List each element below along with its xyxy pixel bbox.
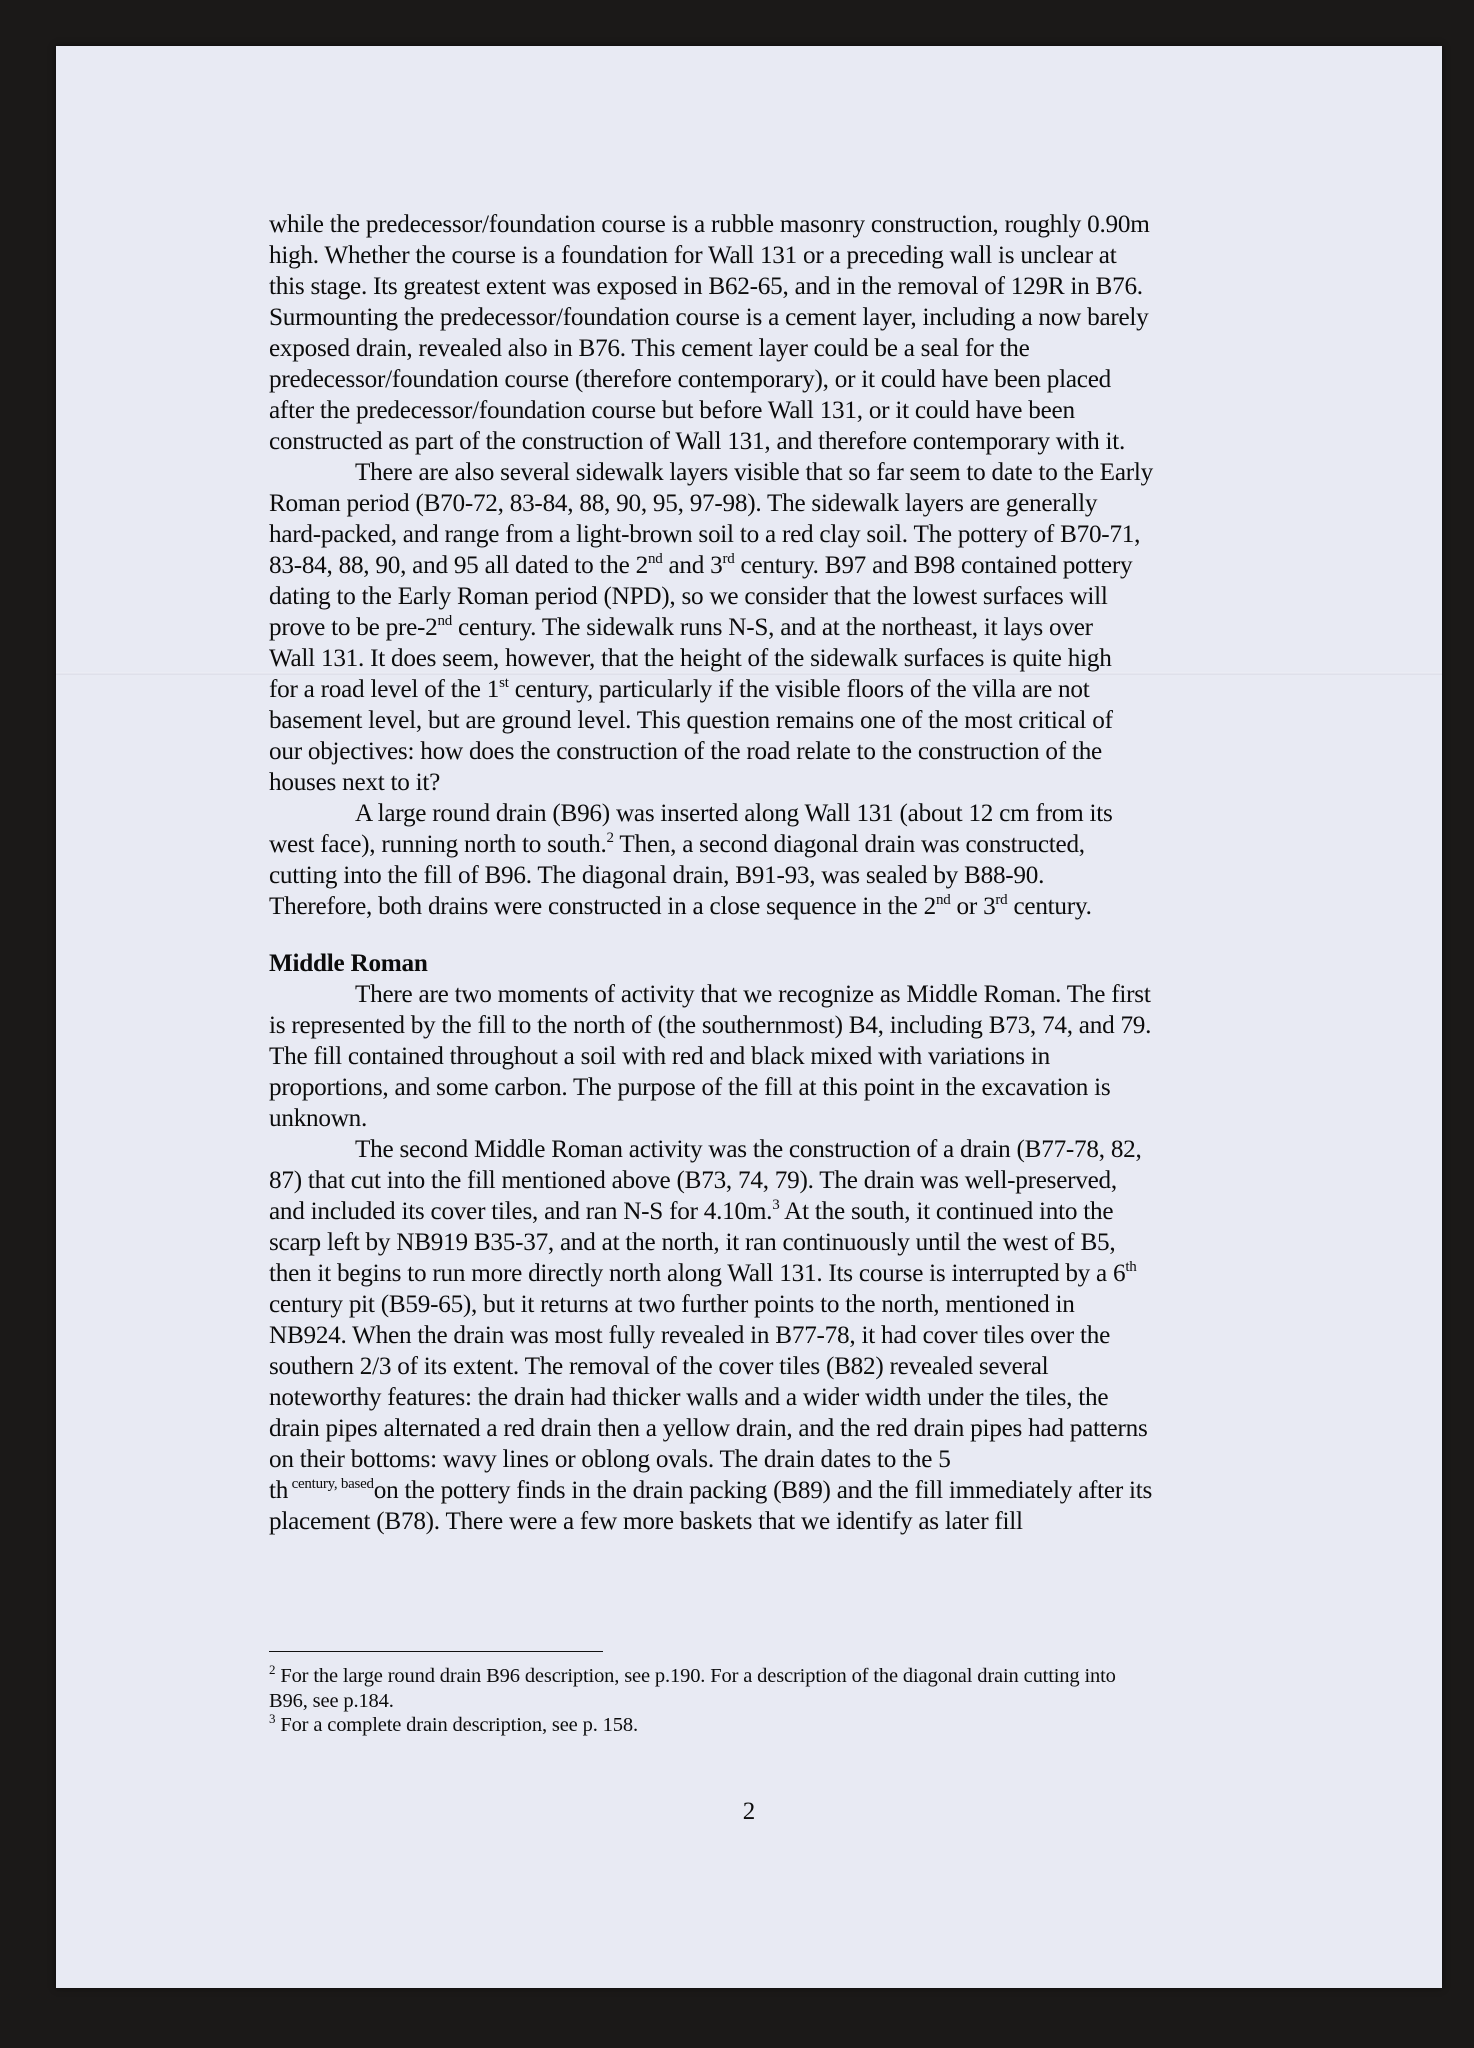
text-run: on the pottery finds in the drain packing (B89) and the fill immediately after its [373,1477,1153,1504]
text-line: century pit (B59-65), but it returns at two further points to the north, mentioned in [269,1291,1075,1318]
text-run: and included its cover tiles, and ran N-S for 4.10m. [269,1198,773,1225]
text-line: The second Middle Roman activity was the construction of a drain (B77-78, 82, [355,1136,1142,1163]
text-line: The fill contained throughout a soil with red and black mixed with variations in [269,1043,1050,1070]
superscript: rd [995,892,1008,908]
text-line [269,1475,1329,1506]
text-run: Therefore, both drains were constructed in a close sequence in the 2 [269,893,936,920]
text-line: placement (B78). There were a few more baskets that we identify as later fill [269,1508,1023,1535]
footnote-ref: 2 [606,830,614,846]
text-line [269,1196,1329,1227]
superscript: nd [936,892,951,908]
footnote-text: For a complete drain description, see p. 158. [275,1714,638,1736]
footnote-divider [269,1651,603,1652]
text-line: Wall 131. It does seem, however, that the height of the sidewalk surfaces is quite high [269,645,1112,672]
superscript: th [1125,1259,1137,1275]
text-line: A large round drain (B96) was inserted along Wall 131 (about 12 cm from its [355,800,1113,827]
text-line: high. Whether the course is a foundation for Wall 131 or a preceding wall is unclear at [269,242,1117,269]
text-run: or 3 [950,893,996,920]
text-run: west face), running north to south. [269,831,607,858]
text-run: century. [1007,893,1092,920]
text-run: for a road level of the 1 [269,676,500,703]
page-number: 2 [742,1798,756,1825]
footnote-ref: 3 [772,1197,780,1213]
superscript: st [499,675,509,691]
text-line [269,891,1329,922]
text-line [269,829,1329,860]
superscript: rd [722,551,735,567]
body-text [269,209,1329,1537]
text-line: NB924. When the drain was most fully revealed in B77-78, it had cover tiles over the [269,1322,1110,1349]
text-run: century. The sidewalk runs N-S, and at the northeast, it lays over [452,614,1093,641]
text-run: century. B97 and B98 contained pottery [734,552,1133,579]
footnote-mark: 3 [269,1711,276,1726]
footnote-mark: 2 [269,1662,276,1677]
section-heading: Middle Roman [269,950,428,977]
text-line: hard-packed, and range from a light-brown soil to a red clay soil. The pottery of B70-71, [269,521,1141,548]
superscript: nd [647,551,663,567]
text-line: There are two moments of activity that we recognize as Middle Roman. The first [355,981,1151,1008]
text-line [269,674,1329,705]
text-line: is represented by the fill to the north of (the southernmost) B4, including B73, 74, and 79. [269,1012,1152,1039]
text-run: 83-84, 88, 90, and 95 all dated to the 2 [269,552,648,579]
text-line: this stage. Its greatest extent was exposed in B62-65, and in the removal of 129R in B76. [269,273,1143,300]
text-line [269,1258,1329,1289]
superscript: nd [437,613,452,629]
text-line: exposed drain, revealed also in B76. This cement layer could be a seal for the [269,335,1030,362]
text-line: basement level, but are ground level. This question remains one of the most critical of [269,707,1113,734]
text-line: on their bottoms: wavy lines or oblong ovals. The drain dates to the 5 [269,1446,951,1473]
text-run: At the south, it continued into the [779,1198,1114,1225]
text-line [269,612,1329,643]
text-line: scarp left by NB919 B35-37, and at the north, it ran continuously until the west of B5, [269,1229,1116,1256]
text-run: and 3 [662,552,723,579]
text-line: cutting into the fill of B96. The diagonal drain, B91-93, was sealed by B88-90. [269,862,1045,889]
text-line: There are also several sidewalk layers visible that so far seem to date to the Early [355,459,1153,486]
text-run: prove to be pre-2 [269,614,438,641]
footnote-3 [269,1713,1329,1738]
text-line: Surmounting the predecessor/foundation course is a cement layer, including a now barely [269,304,1149,331]
text-line: 87) that cut into the fill mentioned above (B73, 74, 79). The drain was well-preserved, [269,1167,1117,1194]
text-line: dating to the Early Roman period (NPD), so we consider that the lowest surfaces will [269,583,1108,610]
text-line: our objectives: how does the construction of the road relate to the construction of the [269,738,1102,765]
footnote-text: For the large round drain B96 description, see p.190. For a description of the diagonal drain cutting into [275,1665,1116,1687]
text-line [269,550,1329,581]
text-run: then it begins to run more directly north along Wall 131. Its course is interrupted by a 6 [269,1260,1126,1287]
text-line: noteworthy features: the drain had thicker walls and a wider width under the tiles, the [269,1384,1109,1411]
text-line: after the predecessor/foundation course but before Wall 131, or it could have been [269,397,1075,424]
text-run: century, particularly if the visible floors of the villa are not [508,676,1090,703]
footnote-2-continued: B96, see p.184. [269,1689,394,1712]
text-run: Then, a second diagonal drain was constructed, [613,831,1085,858]
superscript: century, based [288,1476,374,1492]
text-line: constructed as part of the construction of Wall 131, and therefore contemporary with it. [269,428,1126,455]
text-line: drain pipes alternated a red drain then a yellow drain, and the red drain pipes had patterns [269,1415,1148,1442]
text-line: proportions, and some carbon. The purpose of the fill at this point in the excavation is [269,1074,1111,1101]
text-line: predecessor/foundation course (therefore contemporary), or it could have been placed [269,366,1111,393]
text-line: unknown. [269,1105,368,1132]
text-line: southern 2/3 of its extent. The removal of the cover tiles (B82) revealed several [269,1353,1049,1380]
text-line: while the predecessor/foundation course is a rubble masonry construction, roughly 0.90m [269,211,1150,238]
text-run: th [269,1477,289,1504]
footnote-2 [269,1664,1329,1689]
footnotes [269,1664,1329,1738]
text-line: houses next to it? [269,769,441,796]
document-page [56,46,1442,1988]
text-line: Roman period (B70-72, 83-84, 88, 90, 95, 97-98). The sidewalk layers are generally [269,490,1098,517]
